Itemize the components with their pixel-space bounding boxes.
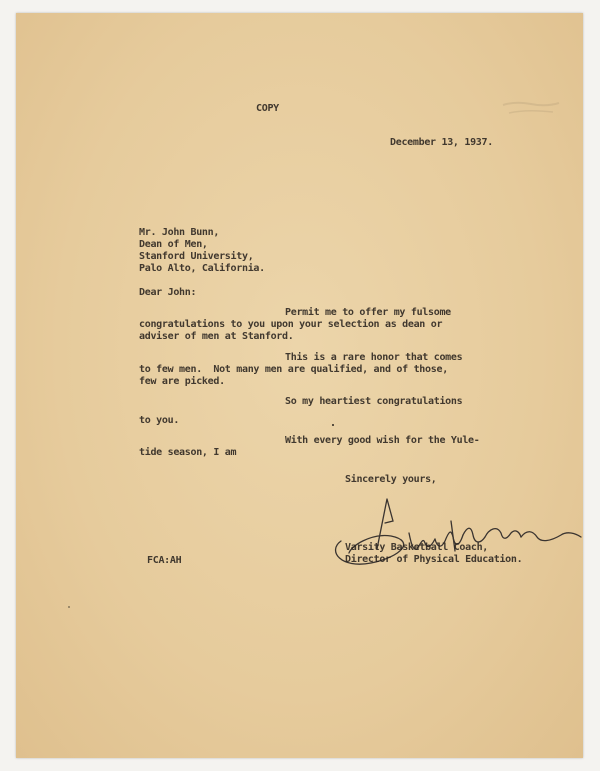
- address-line-1: Mr. John Bunn,: [139, 227, 220, 238]
- paragraph-1-line-2: congratulations to you upon your selection as dean or: [139, 319, 443, 330]
- paragraph-4-line-1: With every good wish for the Yule-: [285, 435, 480, 446]
- paragraph-2-line-1: This is a rare honor that comes: [285, 352, 463, 363]
- salutation: Dear John:: [139, 287, 197, 298]
- address-line-2: Dean of Men,: [139, 239, 208, 250]
- handwritten-signature: [331, 491, 591, 581]
- address-line-4: Palo Alto, California.: [139, 263, 265, 274]
- faded-stamp-mark: [501, 95, 561, 119]
- signature-title-line-2: Director of Physical Education.: [345, 554, 523, 565]
- letter-date: December 13, 1937.: [390, 137, 493, 148]
- paragraph-4-line-2: tide season, I am: [139, 447, 237, 458]
- paragraph-3-line-1: So my heartiest congratulations: [285, 396, 463, 407]
- closing: Sincerely yours,: [345, 474, 437, 485]
- stray-ink-dot: [332, 424, 334, 426]
- paragraph-1-line-3: adviser of men at Stanford.: [139, 331, 294, 342]
- address-line-3: Stanford University,: [139, 251, 254, 262]
- signature-title-line-1: Varsity Basketball Coach,: [345, 542, 489, 553]
- paragraph-2-line-2: to few men. Not many men are qualified, and of those,: [139, 364, 448, 375]
- copy-label: COPY: [256, 103, 279, 114]
- paragraph-3-line-2: to you.: [139, 415, 180, 426]
- paragraph-2-line-3: few are picked.: [139, 376, 225, 387]
- letter-page: [16, 13, 583, 758]
- punch-mark: [68, 606, 70, 608]
- typist-initials: FCA:AH: [147, 555, 182, 566]
- paragraph-1-line-1: Permit me to offer my fulsome: [285, 307, 451, 318]
